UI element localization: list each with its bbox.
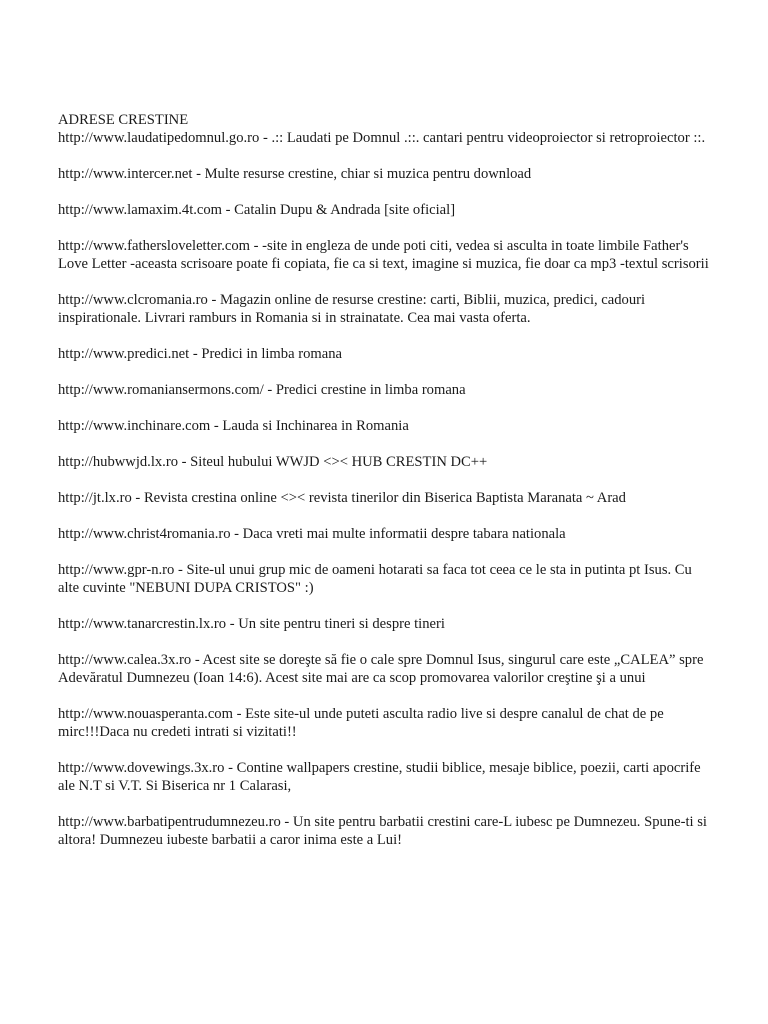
list-item: http://hubwwjd.lx.ro - Siteul hubului WWJD <>< HUB CRESTIN DC++ (58, 454, 488, 470)
list-item: http://www.romaniansermons.com/ - Predici crestine in limba romana (58, 382, 466, 398)
list-item: http://www.inchinare.com - Lauda si Inchinarea in Romania (58, 418, 409, 434)
list-item: http://jt.lx.ro - Revista crestina online <>< revista tinerilor din Biserica Baptista Maranata ~ Arad (58, 490, 626, 506)
list-item: http://www.fathersloveletter.com - -site in engleza de unde poti citi, vedea si asculta in toate limbile Father's Love Letter -aceasta scrisoare poate fi copiata, fie ca si text, imagine si muzica, fie doar ca mp3 -textul scrisorii (58, 238, 709, 272)
list-item: http://www.clcromania.ro - Magazin online de resurse crestine: carti, Biblii, muzica, predici, cadouri inspirationale. Livrari ramburs in Romania si in strainatate. Cea mai vasta oferta. (58, 292, 646, 326)
list-item: http://www.laudatipedomnul.go.ro - .:: Laudati pe Domnul .::. cantari pentru videoproiector si retroproiector ::. (58, 130, 706, 146)
list-item: http://www.tanarcrestin.lx.ro - Un site pentru tineri si despre tineri (58, 616, 445, 632)
list-item: http://www.barbatipentrudumnezeu.ro - Un site pentru barbatii crestini care-L iubesc pe Dumnezeu. Spune-ti si altora! Dumnezeu iubeste barbatii a caror inima este a Lui! (58, 814, 707, 848)
list-item: http://www.gpr-n.ro - Site-ul unui grup mic de oameni hotarati sa faca tot ceea ce le sta in putinta pt Isus. Cu alte cuvinte "NEBUNI DUPA CRISTOS" :) (58, 562, 692, 596)
list-item: http://www.nouasperanta.com - Este site-ul unde puteti asculta radio live si despre canalul de chat de pe mirc!!!Daca nu credeti intrati si vizitati!! (58, 706, 664, 740)
list-item: http://www.dovewings.3x.ro - Contine wallpapers crestine, studii biblice, mesaje biblice, poezii, carti apocrife ale N.T si V.T. Si Biserica nr 1 Calarasi, (58, 760, 701, 794)
document-page (58, 111, 710, 867)
list-item: http://www.christ4romania.ro - Daca vreti mai multe informatii despre tabara nationala (58, 526, 566, 542)
list-item: http://www.predici.net - Predici in limba romana (58, 346, 342, 362)
list-item: http://www.calea.3x.ro - Acest site se doreşte să fie o cale spre Domnul Isus, singurul care este „CALEA” spre Adevăratul Dumnezeu (Ioan 14:6). Acest site mai are ca scop promovarea valorilor creştine şi a unui (58, 652, 704, 686)
list-item: http://www.lamaxim.4t.com - Catalin Dupu & Andrada [site oficial] (58, 202, 456, 218)
document-title: ADRESE CRESTINE (58, 112, 189, 128)
list-item: http://www.intercer.net - Multe resurse crestine, chiar si muzica pentru download (58, 166, 532, 182)
